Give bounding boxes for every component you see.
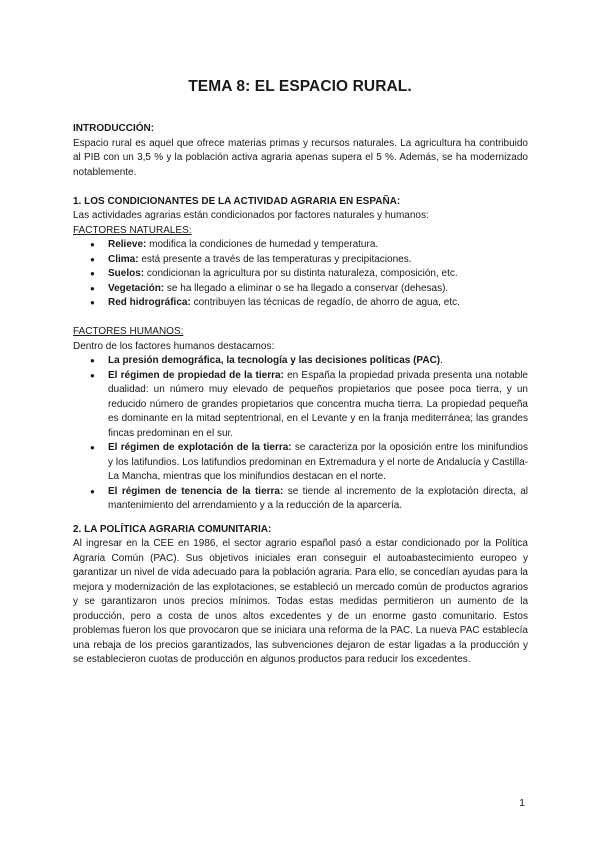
natural-factors-list xyxy=(73,238,528,311)
list-item: ● Vegetación: se ha llegado a eliminar o se ha llegado a conservar (dehesas). xyxy=(73,282,528,297)
list-item: ● Relieve: modifica la condiciones de humedad y temperatura. xyxy=(73,238,528,253)
list-item: ● El régimen de propiedad de la tierra: en España la propiedad privada presenta una notable dualidad: un número muy elevado de pequeños propietarios que posee poca tierra, y un reducido número de grandes propietarios que concentra mucha tierra. La propiedad pequeña es dominante en la mitad septentrional, en el Levante y en la franja mediterránea; las grandes fincas predominan en el sur. xyxy=(73,369,528,442)
section1-intro: Las actividades agrarias están condicionados por factores naturales y humanos: xyxy=(73,210,429,221)
list-item: ● Clima: está presente a través de las temperaturas y precipitaciones. xyxy=(73,253,528,268)
natural-factors-title: FACTORES NATURALES: xyxy=(73,224,192,236)
list-item: ● El régimen de tenencia de la tierra: se tiende al incremento de la explotación directa, al mantenimiento del arrendamiento y a la reducción de la aparcería. xyxy=(73,485,528,514)
page-title: TEMA 8: EL ESPACIO RURAL. xyxy=(188,78,412,95)
list-item: ● Suelos: condicionan la agricultura por su distinta naturaleza, composición, etc. xyxy=(73,267,528,282)
human-factors-list xyxy=(73,354,528,514)
document-body xyxy=(73,122,528,668)
intro-text: Espacio rural es aquel que ofrece materias primas y recursos naturales. La agricultura ha contribuido al PIB con un 3,5 % y la población activa agraria apenas supera el 5 %. Además, se ha modernizado notablemente. xyxy=(73,137,528,178)
section2-heading: 2. LA POLÍTICA AGRARIA COMUNITARIA: xyxy=(73,523,272,535)
human-factors-title: FACTORES HUMANOS: xyxy=(73,326,184,337)
section1-heading: 1. LOS CONDICIONANTES DE LA ACTIVIDAD AGRARIA EN ESPAÑA: xyxy=(73,195,401,207)
list-item: ● Red hidrográfica: contribuyen las técnicas de regadío, de ahorro de agua, etc. xyxy=(73,296,528,311)
list-item: ● La presión demográfica, la tecnología y las decisiones políticas (PAC). xyxy=(73,354,528,369)
list-item: ● El régimen de explotación de la tierra: se caracteriza por la oposición entre los minifundios y los latifundios. Los latifundios predominan en Extremadura y el norte de Andalucía y Castilla-La Mancha, mientras que los minifundios destacan en el norte. xyxy=(73,441,528,485)
human-factors-intro: Dentro de los factores humanos destacamos: xyxy=(73,340,275,352)
page-number: 1 xyxy=(519,797,525,809)
intro-heading: INTRODUCCIÓN: xyxy=(73,123,155,134)
section2-text: Al ingresar en la CEE en 1986, el sector agrario español pasó a estar condicionado por la Política Agraria Común (PAC). Sus objetivos iniciales eran conseguir el autoabastecimiento europeo y garantizar un nivel de vida adecuado para la población agraria. Para ello, se concedían ayudas para la mejora y modernización de las explotaciones, se estableció un mercado común de productos agrarios y se garantizaron unos precios mínimos. Todas estas medidas permitieron un aumento de la producción, pero a costa de unos altos excedentes y de un enorme gasto comunitario. Estos problemas fueron los que provocaron que se iniciara una reforma de la PAC. La nueva PAC establecía una rebaja de los precios garantizados, las subvenciones dejaron de estar ligadas a la producción y se establecieron cuotas de producción en algunos productos para reducir los excedentes. xyxy=(73,538,528,665)
